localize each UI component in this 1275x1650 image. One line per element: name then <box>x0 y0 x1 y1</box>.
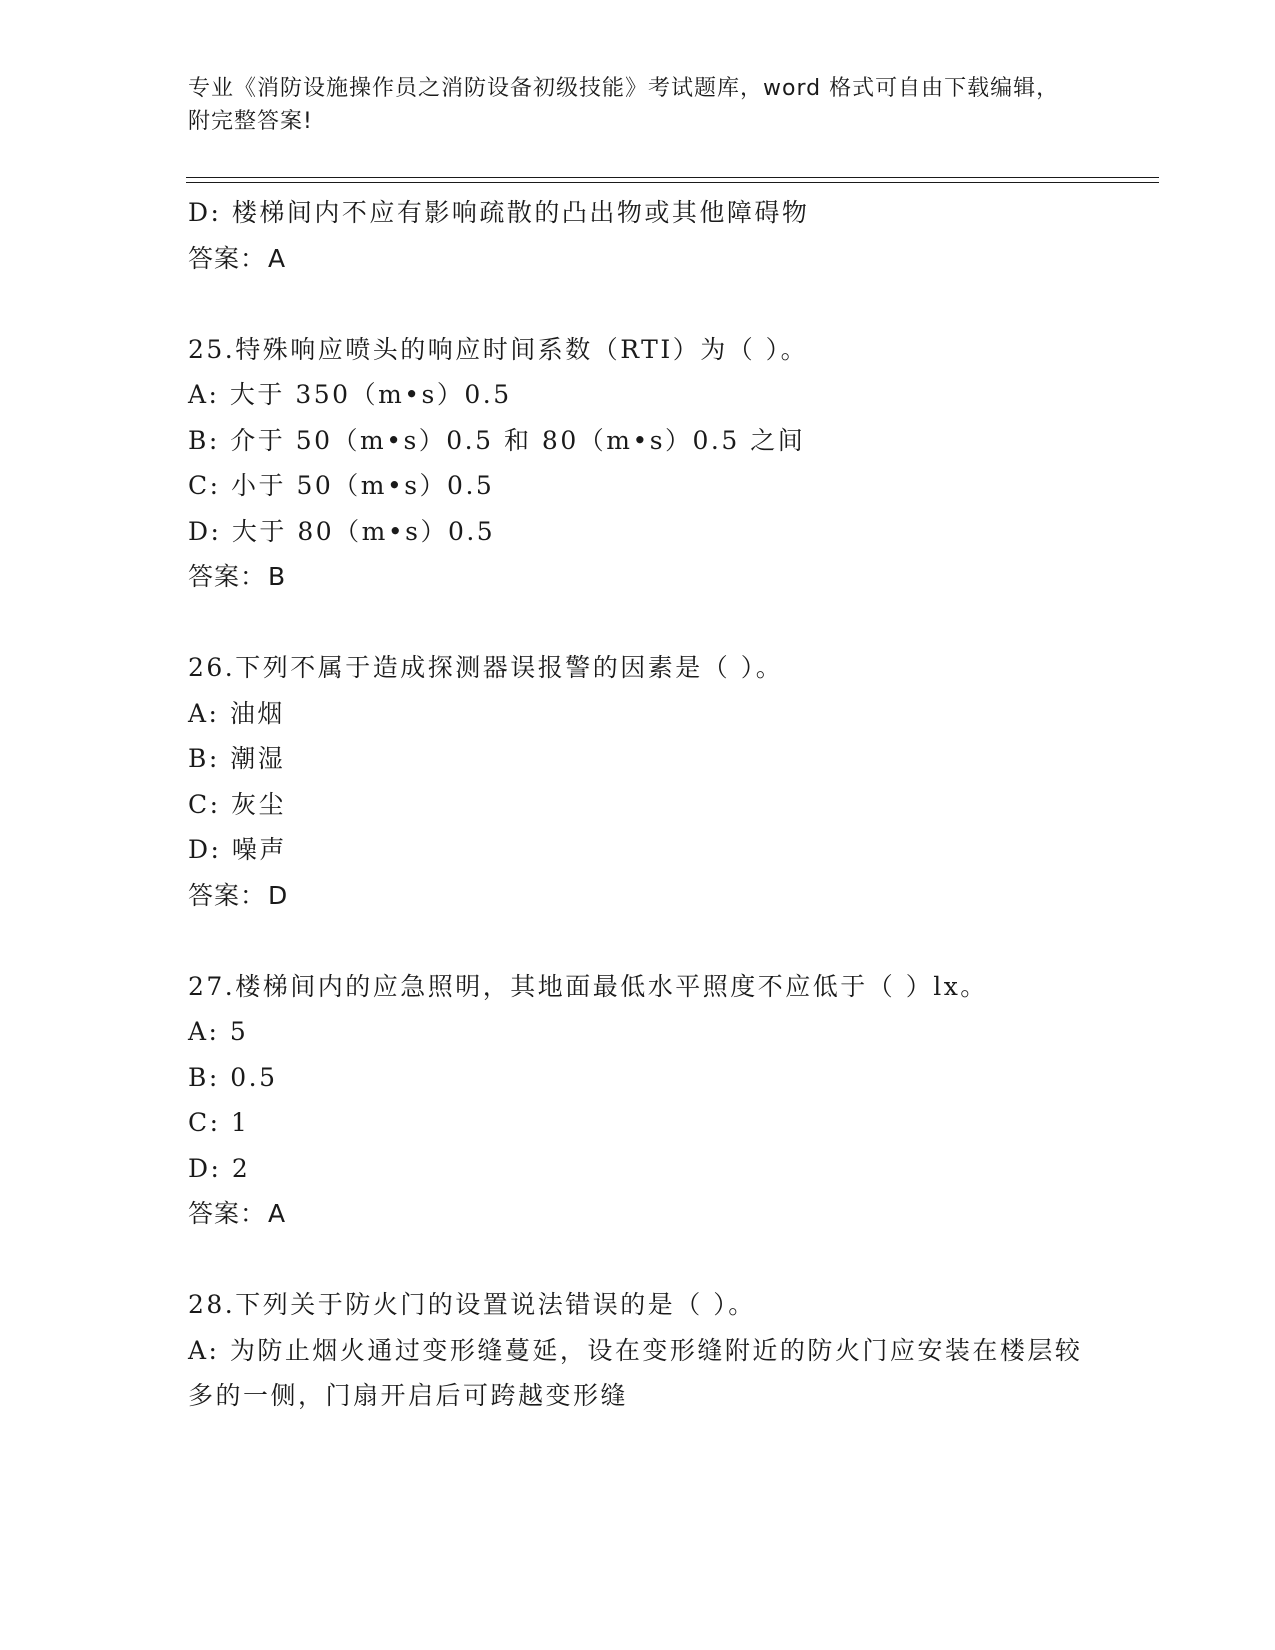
spacer <box>188 600 1088 646</box>
option-a: A: 油烟 <box>188 698 285 728</box>
answer-value: A <box>268 1199 287 1228</box>
question-stem: 26.下列不属于造成探测器误报警的因素是（ ）。 <box>188 653 784 682</box>
document-header: 专业《消防设施操作员之消防设备初级技能》考试题库，word 格式可自由下载编辑，附完整答案! <box>188 76 1060 134</box>
answer-label: 答案： <box>188 243 267 273</box>
question-28 <box>188 1282 1088 1419</box>
answer-value: A <box>268 243 287 273</box>
answer-value: D <box>268 880 289 910</box>
spacer <box>188 281 1088 327</box>
question-stem: 28.下列关于防火门的设置说法错误的是（ ）。 <box>188 1290 756 1319</box>
answer-line <box>188 873 1088 919</box>
option-d: D: 2 <box>188 1153 251 1183</box>
question-stem: 25.特殊响应喷头的响应时间系数（RTI）为（ ）。 <box>188 334 809 364</box>
answer-label: 答案： <box>188 562 267 591</box>
question-stem: 27.楼梯间内的应急照明，其地面最低水平照度不应低于（ ）lx。 <box>188 971 988 1001</box>
option-a: A: 为防止烟火通过变形缝蔓延，设在变形缝附近的防火门应安装在楼层较多的一侧，门扇开启后可跨越变形缝 <box>188 1335 1083 1410</box>
answer-line <box>188 554 1088 600</box>
option-d: D: 大于 80（m•s）0.5 <box>188 516 496 546</box>
spacer <box>188 918 1088 964</box>
option-b: B: 0.5 <box>188 1062 278 1092</box>
option-c: C: 灰尘 <box>188 789 286 819</box>
answer-line <box>188 236 1088 282</box>
option-b: B: 介于 50（m•s）0.5 和 80（m•s）0.5 之间 <box>188 425 806 455</box>
answer-line <box>188 1191 1088 1237</box>
option-c: C: 小于 50（m•s）0.5 <box>188 471 495 500</box>
spacer <box>188 1237 1088 1283</box>
option-c: C: 1 <box>188 1108 250 1137</box>
option-a: A: 大于 350（m•s）0.5 <box>188 380 512 409</box>
option-d: D: 楼梯间内不应有影响疏散的凸出物或其他障碍物 <box>188 198 810 227</box>
header-divider-secondary <box>186 182 1159 183</box>
option-b: B: 潮湿 <box>188 744 286 773</box>
answer-value: B <box>268 562 287 591</box>
question-26 <box>188 645 1088 918</box>
header-divider <box>186 177 1159 178</box>
option-a: A: 5 <box>188 1017 249 1046</box>
option-d: D: 噪声 <box>188 835 287 864</box>
question-27 <box>188 964 1088 1237</box>
exam-content <box>188 190 1088 1419</box>
answer-label: 答案： <box>188 1199 267 1228</box>
question-25 <box>188 327 1088 600</box>
answer-label: 答案： <box>188 880 267 910</box>
